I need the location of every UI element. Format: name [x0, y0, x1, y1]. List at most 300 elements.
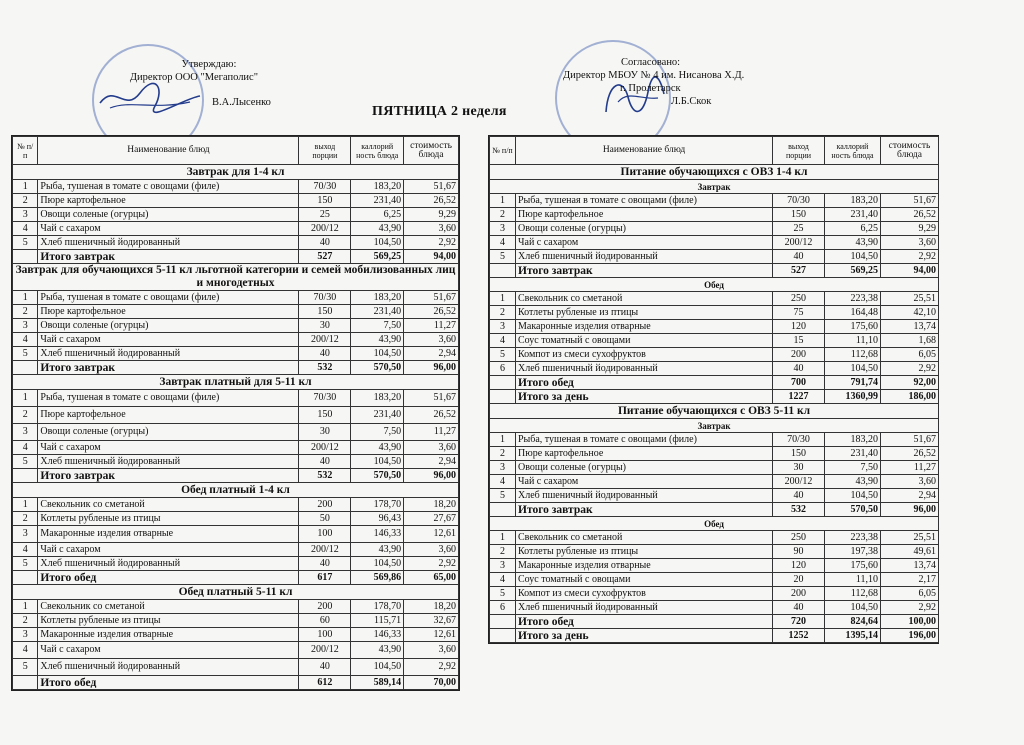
section-title: Обед платный 1-4 кл — [13, 483, 459, 498]
meal-label: Обед — [490, 278, 939, 292]
total-spacer — [490, 629, 516, 643]
calories: 104,50 — [825, 601, 881, 615]
row-number: 6 — [490, 362, 516, 376]
cost: 6,05 — [881, 587, 939, 601]
cost: 11,27 — [404, 424, 459, 441]
total-cost: 65,00 — [404, 571, 459, 585]
section-title-row — [490, 404, 939, 419]
row-number: 1 — [13, 291, 38, 305]
cost: 18,20 — [404, 600, 459, 614]
section-title: Обед платный 5-11 кл — [13, 585, 459, 600]
row-number: 6 — [490, 601, 516, 615]
portion-output: 120 — [773, 320, 825, 334]
dish-name: Овощи соленые (огурцы) — [516, 222, 773, 236]
table-row — [490, 433, 939, 447]
cost: 2,94 — [881, 489, 939, 503]
right-menu-table — [488, 135, 939, 644]
total-row — [490, 615, 939, 629]
cost: 51,67 — [881, 433, 939, 447]
portion-output: 40 — [299, 347, 351, 361]
portion-output: 30 — [299, 424, 351, 441]
table-row — [490, 362, 939, 376]
total-cost: 94,00 — [404, 250, 459, 264]
row-number: 1 — [490, 531, 516, 545]
row-number: 4 — [490, 573, 516, 587]
calories: 231,40 — [825, 208, 881, 222]
total-spacer — [490, 615, 516, 629]
portion-output: 40 — [773, 362, 825, 376]
calories: 146,33 — [351, 526, 404, 543]
row-number: 1 — [13, 600, 38, 614]
total-cost: 92,00 — [881, 376, 939, 390]
row-number: 2 — [490, 447, 516, 461]
table-row — [490, 559, 939, 573]
table-row — [13, 305, 459, 319]
portion-output: 70/30 — [299, 390, 351, 407]
table-row — [490, 334, 939, 348]
total-spacer — [490, 390, 516, 404]
portion-output: 200/12 — [299, 441, 351, 455]
dish-name: Хлеб пшеничный йодированный — [38, 347, 299, 361]
section-title-row — [13, 483, 459, 498]
dish-name: Компот из смеси сухофруктов — [516, 587, 773, 601]
col-calories: каллорий ность блюда — [351, 137, 404, 165]
table-row — [13, 208, 459, 222]
row-number: 2 — [13, 512, 38, 526]
calories: 183,20 — [351, 180, 404, 194]
section-title-row — [13, 165, 459, 180]
calories: 175,60 — [825, 320, 881, 334]
portion-output: 15 — [773, 334, 825, 348]
cost: 2,92 — [404, 659, 459, 676]
total-label: Итого завтрак — [516, 503, 773, 517]
portion-output: 200 — [773, 348, 825, 362]
dish-name: Пюре картофельное — [38, 305, 299, 319]
agreement-director: Директор МБОУ № 4 им. Нисанова Х.Д. — [563, 70, 745, 81]
row-number: 5 — [13, 236, 38, 250]
total-output: 532 — [299, 361, 351, 375]
col-output: выход порции — [299, 137, 351, 165]
cost: 3,60 — [881, 475, 939, 489]
total-output: 532 — [299, 469, 351, 483]
approval-block — [117, 58, 271, 109]
cost: 3,60 — [404, 333, 459, 347]
table-row — [13, 424, 459, 441]
portion-output: 150 — [299, 407, 351, 424]
cost: 18,20 — [404, 498, 459, 512]
cost: 51,67 — [404, 291, 459, 305]
total-label: Итого за день — [516, 629, 773, 643]
cost: 9,29 — [404, 208, 459, 222]
row-number: 5 — [490, 489, 516, 503]
col-num: № п/п — [13, 137, 38, 165]
total-calories: 791,74 — [825, 376, 881, 390]
table-row — [490, 489, 939, 503]
row-number: 1 — [13, 498, 38, 512]
calories: 183,20 — [351, 291, 404, 305]
portion-output: 40 — [299, 659, 351, 676]
agreement-line: Согласовано: — [621, 57, 681, 68]
portion-output: 25 — [773, 222, 825, 236]
dish-name: Рыба, тушеная в томате с овощами (филе) — [38, 390, 299, 407]
total-cost: 96,00 — [881, 503, 939, 517]
cost: 2,17 — [881, 573, 939, 587]
portion-output: 250 — [773, 292, 825, 306]
calories: 183,20 — [351, 390, 404, 407]
total-output: 1252 — [773, 629, 825, 643]
calories: 183,20 — [825, 194, 881, 208]
portion-output: 120 — [773, 559, 825, 573]
portion-output: 150 — [299, 305, 351, 319]
row-number: 4 — [13, 642, 38, 659]
dish-name: Компот из смеси сухофруктов — [516, 348, 773, 362]
section-title: Завтрак платный для 5-11 кл — [13, 375, 459, 390]
row-number: 3 — [13, 628, 38, 642]
portion-output: 25 — [299, 208, 351, 222]
dish-name: Хлеб пшеничный йодированный — [38, 455, 299, 469]
total-row — [13, 571, 459, 585]
portion-output: 30 — [299, 319, 351, 333]
cost: 27,67 — [404, 512, 459, 526]
table-row — [13, 659, 459, 676]
row-number: 5 — [13, 347, 38, 361]
total-calories: 570,50 — [351, 361, 404, 375]
portion-output: 200/12 — [773, 475, 825, 489]
total-row — [490, 376, 939, 390]
calories: 43,90 — [825, 236, 881, 250]
dish-name: Свекольник со сметаной — [516, 292, 773, 306]
col-cost: стоимость блюда — [881, 137, 939, 165]
table-row — [490, 194, 939, 208]
table-row — [490, 320, 939, 334]
row-number: 4 — [13, 222, 38, 236]
total-label: Итого завтрак — [38, 469, 299, 483]
table-row — [490, 236, 939, 250]
table-row — [13, 526, 459, 543]
dish-name: Чай с сахаром — [38, 642, 299, 659]
dish-name: Соус томатный с овощами — [516, 573, 773, 587]
table-row — [13, 512, 459, 526]
table-row — [490, 306, 939, 320]
portion-output: 100 — [299, 628, 351, 642]
portion-output: 40 — [773, 601, 825, 615]
meal-label: Завтрак — [490, 419, 939, 433]
portion-output: 30 — [773, 461, 825, 475]
portion-output: 20 — [773, 573, 825, 587]
cost: 2,92 — [881, 250, 939, 264]
dish-name: Хлеб пшеничный йодированный — [38, 659, 299, 676]
dish-name: Рыба, тушеная в томате с овощами (филе) — [516, 194, 773, 208]
cost: 13,74 — [881, 320, 939, 334]
dish-name: Чай с сахаром — [516, 236, 773, 250]
row-number: 3 — [13, 319, 38, 333]
calories: 231,40 — [351, 407, 404, 424]
cost: 9,29 — [881, 222, 939, 236]
row-number: 1 — [13, 390, 38, 407]
row-number: 1 — [490, 433, 516, 447]
row-number: 4 — [490, 475, 516, 489]
total-row — [490, 264, 939, 278]
total-output: 1227 — [773, 390, 825, 404]
row-number: 3 — [13, 526, 38, 543]
portion-output: 90 — [773, 545, 825, 559]
dish-name: Рыба, тушеная в томате с овощами (филе) — [38, 180, 299, 194]
calories: 112,68 — [825, 348, 881, 362]
dish-name: Макаронные изделия отварные — [38, 526, 299, 543]
total-output: 527 — [299, 250, 351, 264]
dish-name: Чай с сахаром — [38, 222, 299, 236]
cost: 49,61 — [881, 545, 939, 559]
table-row — [490, 250, 939, 264]
dish-name: Пюре картофельное — [38, 194, 299, 208]
cost: 32,67 — [404, 614, 459, 628]
row-number: 3 — [490, 320, 516, 334]
row-number: 5 — [490, 587, 516, 601]
dish-name: Котлеты рубленые из птицы — [38, 512, 299, 526]
table-row — [13, 319, 459, 333]
cost: 51,67 — [404, 180, 459, 194]
row-number: 4 — [13, 333, 38, 347]
total-spacer — [13, 571, 38, 585]
portion-output: 150 — [299, 194, 351, 208]
row-number: 5 — [13, 659, 38, 676]
portion-output: 200/12 — [299, 642, 351, 659]
calories: 104,50 — [351, 557, 404, 571]
portion-output: 40 — [299, 455, 351, 469]
section-title: Питание обучающихся с ОВЗ 1-4 кл — [490, 165, 939, 180]
table-row — [490, 461, 939, 475]
calories: 6,25 — [351, 208, 404, 222]
portion-output: 75 — [773, 306, 825, 320]
table-row — [13, 557, 459, 571]
portion-output: 70/30 — [299, 180, 351, 194]
portion-output: 40 — [773, 250, 825, 264]
table-row — [490, 531, 939, 545]
table-row — [490, 475, 939, 489]
table-row — [490, 447, 939, 461]
total-cost: 186,00 — [881, 390, 939, 404]
total-label: Итого за день — [516, 390, 773, 404]
calories: 104,50 — [825, 362, 881, 376]
meal-label: Завтрак — [490, 180, 939, 194]
col-name: Наименование блюд — [38, 137, 299, 165]
calories: 178,70 — [351, 600, 404, 614]
cost: 2,94 — [404, 455, 459, 469]
total-label: Итого завтрак — [38, 250, 299, 264]
total-calories: 1395,14 — [825, 629, 881, 643]
cost: 12,61 — [404, 628, 459, 642]
total-row — [13, 469, 459, 483]
table-row — [13, 291, 459, 305]
table-row — [490, 601, 939, 615]
portion-output: 100 — [299, 526, 351, 543]
total-cost: 94,00 — [881, 264, 939, 278]
calories: 104,50 — [825, 250, 881, 264]
col-calories: каллорий ность блюда — [825, 137, 881, 165]
row-number: 5 — [490, 348, 516, 362]
page-title: ПЯТНИЦА 2 неделя — [372, 104, 507, 119]
calories: 43,90 — [351, 333, 404, 347]
dish-name: Котлеты рубленые из птицы — [516, 306, 773, 320]
table-row — [13, 628, 459, 642]
table-row — [13, 543, 459, 557]
row-number: 2 — [13, 194, 38, 208]
total-calories: 569,25 — [825, 264, 881, 278]
row-number: 3 — [13, 424, 38, 441]
table-row — [490, 587, 939, 601]
meal-label: Обед — [490, 517, 939, 531]
cost: 2,92 — [404, 557, 459, 571]
total-spacer — [13, 469, 38, 483]
total-cost: 196,00 — [881, 629, 939, 643]
cost: 25,51 — [881, 531, 939, 545]
table-row — [13, 222, 459, 236]
total-calories: 589,14 — [351, 676, 404, 690]
row-number: 5 — [490, 250, 516, 264]
calories: 43,90 — [351, 642, 404, 659]
total-label: Итого завтрак — [516, 264, 773, 278]
row-number: 2 — [490, 545, 516, 559]
total-output: 617 — [299, 571, 351, 585]
meal-label-row — [490, 517, 939, 531]
total-cost: 96,00 — [404, 469, 459, 483]
calories: 7,50 — [351, 424, 404, 441]
row-number: 2 — [13, 407, 38, 424]
total-row — [13, 676, 459, 690]
total-output: 700 — [773, 376, 825, 390]
total-output: 532 — [773, 503, 825, 517]
section-title: Завтрак для обучающихся 5-11 кл льготной категории и семей мобилизованных лиц и многодетных — [13, 264, 459, 291]
dish-name: Хлеб пшеничный йодированный — [516, 489, 773, 503]
cost: 51,67 — [404, 390, 459, 407]
table-row — [13, 333, 459, 347]
portion-output: 200/12 — [299, 333, 351, 347]
dish-name: Хлеб пшеничный йодированный — [38, 236, 299, 250]
dish-name: Овощи соленые (огурцы) — [38, 208, 299, 222]
portion-output: 200/12 — [299, 543, 351, 557]
calories: 104,50 — [351, 455, 404, 469]
portion-output: 150 — [773, 208, 825, 222]
calories: 96,43 — [351, 512, 404, 526]
calories: 231,40 — [351, 305, 404, 319]
total-spacer — [13, 676, 38, 690]
col-output: выход порции — [773, 137, 825, 165]
calories: 146,33 — [351, 628, 404, 642]
portion-output: 40 — [773, 489, 825, 503]
calories: 231,40 — [825, 447, 881, 461]
cost: 11,27 — [881, 461, 939, 475]
calories: 7,50 — [825, 461, 881, 475]
calories: 104,50 — [825, 489, 881, 503]
section-title-row — [13, 585, 459, 600]
table-row — [13, 347, 459, 361]
total-row — [13, 250, 459, 264]
dish-name: Хлеб пшеничный йодированный — [516, 362, 773, 376]
total-spacer — [490, 264, 516, 278]
table-row — [13, 194, 459, 208]
portion-output: 200/12 — [773, 236, 825, 250]
calories: 43,90 — [351, 543, 404, 557]
calories: 43,90 — [825, 475, 881, 489]
portion-output: 200/12 — [299, 222, 351, 236]
total-cost: 96,00 — [404, 361, 459, 375]
section-title-row — [13, 264, 459, 291]
total-cost: 100,00 — [881, 615, 939, 629]
dish-name: Чай с сахаром — [38, 543, 299, 557]
total-label: Итого обед — [38, 571, 299, 585]
total-output: 720 — [773, 615, 825, 629]
agreement-name: Л.Б.Скок — [671, 96, 712, 107]
dish-name: Котлеты рубленые из птицы — [516, 545, 773, 559]
cost: 2,94 — [404, 347, 459, 361]
approval-line: Утверждаю: — [181, 59, 237, 70]
total-calories: 569,86 — [351, 571, 404, 585]
calories: 104,50 — [351, 236, 404, 250]
meal-label-row — [490, 419, 939, 433]
table-row — [13, 180, 459, 194]
approval-director: Директор ООО "Мегаполис" — [129, 72, 259, 83]
row-number: 3 — [490, 222, 516, 236]
col-num: № п/п — [490, 137, 516, 165]
cost: 2,92 — [881, 362, 939, 376]
calories: 112,68 — [825, 587, 881, 601]
total-label: Итого обед — [516, 376, 773, 390]
total-calories: 1360,99 — [825, 390, 881, 404]
dish-name: Свекольник со сметаной — [516, 531, 773, 545]
cost: 3,60 — [881, 236, 939, 250]
table-row — [13, 614, 459, 628]
agreement-block — [563, 56, 744, 108]
cost: 3,60 — [404, 441, 459, 455]
dish-name: Пюре картофельное — [516, 447, 773, 461]
portion-output: 200 — [773, 587, 825, 601]
dish-name: Котлеты рубленые из птицы — [38, 614, 299, 628]
calories: 164,48 — [825, 306, 881, 320]
cost: 3,60 — [404, 222, 459, 236]
total-row — [13, 361, 459, 375]
cost: 6,05 — [881, 348, 939, 362]
cost: 26,52 — [404, 194, 459, 208]
cost: 26,52 — [881, 447, 939, 461]
total-spacer — [13, 250, 38, 264]
meal-label-row — [490, 180, 939, 194]
row-number: 5 — [13, 455, 38, 469]
total-label: Итого обед — [516, 615, 773, 629]
table-row — [13, 390, 459, 407]
cost: 3,60 — [404, 642, 459, 659]
total-calories: 824,64 — [825, 615, 881, 629]
cost: 1,68 — [881, 334, 939, 348]
table-row — [490, 573, 939, 587]
dish-name: Хлеб пшеничный йодированный — [516, 250, 773, 264]
table-row — [13, 600, 459, 614]
portion-output: 200 — [299, 600, 351, 614]
dish-name: Овощи соленые (огурцы) — [38, 424, 299, 441]
portion-output: 70/30 — [299, 291, 351, 305]
calories: 223,38 — [825, 531, 881, 545]
table-row — [13, 236, 459, 250]
total-label: Итого завтрак — [38, 361, 299, 375]
calories: 197,38 — [825, 545, 881, 559]
row-number: 1 — [13, 180, 38, 194]
dish-name: Макаронные изделия отварные — [38, 628, 299, 642]
section-title: Завтрак для 1-4 кл — [13, 165, 459, 180]
row-number: 5 — [13, 557, 38, 571]
dish-name: Пюре картофельное — [516, 208, 773, 222]
total-calories: 569,25 — [351, 250, 404, 264]
dish-name: Свекольник со сметаной — [38, 498, 299, 512]
total-output: 527 — [773, 264, 825, 278]
